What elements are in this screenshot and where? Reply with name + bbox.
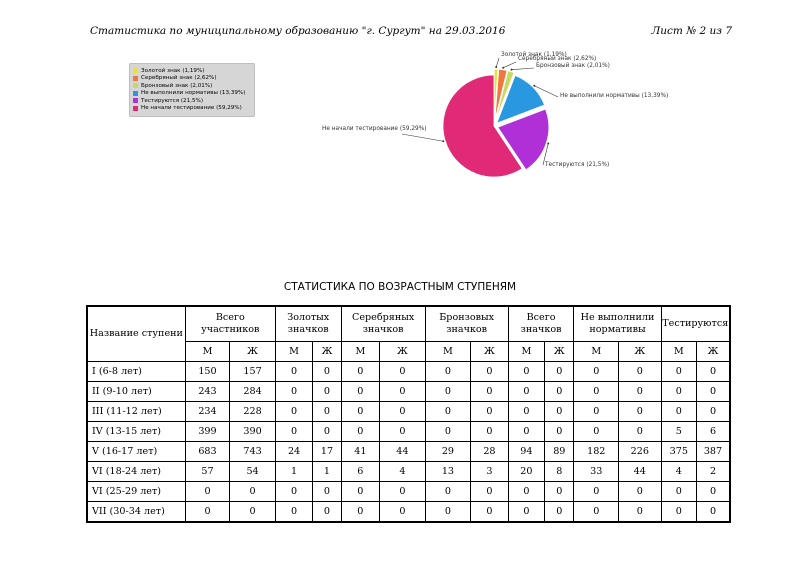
pie-leader-line (402, 134, 443, 141)
page-number: Лист № 2 из 7 (651, 25, 732, 37)
table-cell: 683 (185, 442, 230, 462)
table-cell: 17 (313, 442, 341, 462)
table-cell: 0 (341, 402, 379, 422)
table-row (87, 462, 730, 482)
table-cell: 54 (230, 462, 276, 482)
subheader-female: Ж (619, 342, 662, 362)
table-cell: 0 (545, 502, 574, 523)
table-cell: 0 (508, 362, 544, 382)
table-cell: 24 (275, 442, 312, 462)
table-cell: 0 (619, 422, 662, 442)
table-row (87, 402, 730, 422)
pie-leader-line (496, 58, 499, 67)
column-group-header: Тестируются (661, 306, 730, 342)
table-cell: 0 (425, 482, 471, 502)
table-cell: 29 (425, 442, 471, 462)
pie-leader-dot (533, 85, 535, 87)
pie-leader-dot (511, 69, 513, 71)
table-cell: 743 (230, 442, 276, 462)
table-cell: 0 (425, 362, 471, 382)
table-cell: 0 (275, 502, 312, 523)
subheader-female: Ж (471, 342, 508, 362)
table-cell: 44 (380, 442, 426, 462)
table-cell: 0 (471, 482, 508, 502)
legend-label: Не начали тестирование (59,29%) (141, 105, 242, 112)
table-cell: 0 (313, 482, 341, 502)
table-cell: 0 (696, 502, 730, 523)
table-cell: 0 (619, 482, 662, 502)
table-cell: 0 (545, 482, 574, 502)
table-cell: 0 (313, 402, 341, 422)
row-stage-name: V (16-17 лет) (87, 442, 185, 462)
table-cell: 0 (574, 502, 619, 523)
table-cell: 6 (696, 422, 730, 442)
table-cell: 0 (275, 382, 312, 402)
table-cell: 0 (341, 502, 379, 523)
table-row (87, 502, 730, 523)
table-cell: 0 (661, 482, 696, 502)
row-stage-name: VII (30-34 лет) (87, 502, 185, 523)
table-cell: 0 (574, 422, 619, 442)
subheader-male: М (425, 342, 471, 362)
pie-leader-dot (442, 140, 444, 142)
table-cell: 0 (661, 502, 696, 523)
table-cell: 399 (185, 422, 230, 442)
table-cell: 4 (661, 462, 696, 482)
table-cell: 8 (545, 462, 574, 482)
pie-slice-label: Тестируются (21,5%) (545, 162, 610, 168)
table-cell: 0 (380, 362, 426, 382)
table-cell: 0 (471, 362, 508, 382)
table-cell: 0 (313, 502, 341, 523)
subheader-female: Ж (380, 342, 426, 362)
table-cell: 0 (661, 362, 696, 382)
table-cell: 234 (185, 402, 230, 422)
pie-leader-dot (495, 66, 497, 68)
column-group-header: Всего значков (508, 306, 574, 342)
table-cell: 0 (425, 402, 471, 422)
subheader-female: Ж (230, 342, 276, 362)
table-cell: 0 (661, 382, 696, 402)
table-cell: 0 (619, 502, 662, 523)
table-cell: 0 (230, 502, 276, 523)
table-row (87, 422, 730, 442)
table-title: СТАТИСТИКА ПО ВОЗРАСТНЫМ СТУПЕНЯМ (283, 281, 517, 293)
table-cell: 0 (341, 382, 379, 402)
table-cell: 0 (508, 402, 544, 422)
table-cell: 0 (275, 482, 312, 502)
subheader-female: Ж (313, 342, 341, 362)
table-row (87, 442, 730, 462)
table-cell: 0 (313, 422, 341, 442)
table-cell: 2 (696, 462, 730, 482)
subheader-female: Ж (696, 342, 730, 362)
table-cell: 182 (574, 442, 619, 462)
table-cell: 0 (185, 482, 230, 502)
age-stage-statistics-table (86, 305, 731, 523)
table-cell: 0 (574, 402, 619, 422)
subheader-male: М (275, 342, 312, 362)
column-header-stage-name: Название ступени (87, 306, 185, 362)
pie-slice-label: Не выполнили нормативы (13,39%) (560, 93, 669, 99)
legend-label: Бронзовый знак (2,01%) (141, 82, 213, 89)
table-cell: 0 (341, 482, 379, 502)
legend-label: Серебряный знак (2,62%) (141, 75, 217, 82)
table-cell: 0 (341, 422, 379, 442)
table-cell: 375 (661, 442, 696, 462)
table-cell: 1 (275, 462, 312, 482)
table-cell: 0 (696, 382, 730, 402)
pie-chart (0, 0, 800, 260)
pie-leader-line (503, 62, 516, 68)
row-stage-name: VI (25-29 лет) (87, 482, 185, 502)
legend-label: Не выполнили нормативы (13,39%) (141, 90, 246, 97)
table-cell: 94 (508, 442, 544, 462)
row-stage-name: VI (18-24 лет) (87, 462, 185, 482)
subheader-male: М (574, 342, 619, 362)
table-cell: 20 (508, 462, 544, 482)
table-cell: 0 (471, 422, 508, 442)
pie-leader-line (512, 68, 534, 70)
subheader-male: М (341, 342, 379, 362)
table-cell: 150 (185, 362, 230, 382)
table-row (87, 382, 730, 402)
column-group-header: Всего участников (185, 306, 275, 342)
table-cell: 390 (230, 422, 276, 442)
legend-label: Тестируются (21,5%) (141, 97, 204, 104)
table-cell: 0 (574, 482, 619, 502)
table-cell: 44 (619, 462, 662, 482)
table-cell: 0 (471, 402, 508, 422)
column-group-header: Золотых значков (275, 306, 341, 342)
subheader-female: Ж (545, 342, 574, 362)
table-cell: 0 (508, 502, 544, 523)
table-cell: 0 (508, 422, 544, 442)
table-cell: 28 (471, 442, 508, 462)
table-cell: 0 (275, 402, 312, 422)
table-cell: 0 (545, 362, 574, 382)
table-row (87, 482, 730, 502)
table-cell: 0 (230, 482, 276, 502)
table-cell: 0 (545, 422, 574, 442)
column-group-header: Бронзовых значков (425, 306, 508, 342)
subheader-male: М (508, 342, 544, 362)
page-header-title: Статистика по муниципальному образованию "г. Сургут" на 29.03.2016 (90, 25, 506, 37)
column-group-header: Не выполнили нормативы (574, 306, 661, 342)
table-cell: 226 (619, 442, 662, 462)
table-cell: 0 (574, 382, 619, 402)
table-cell: 0 (380, 502, 426, 523)
pie-slice-label: Не начали тестирование (59,29%) (322, 126, 427, 132)
table-cell: 0 (696, 402, 730, 422)
row-stage-name: II (9-10 лет) (87, 382, 185, 402)
table-cell: 0 (425, 422, 471, 442)
table-cell: 0 (508, 482, 544, 502)
table-cell: 0 (661, 402, 696, 422)
column-group-header: Серебряных значков (341, 306, 425, 342)
subheader-male: М (185, 342, 230, 362)
table-cell: 0 (471, 502, 508, 523)
table-cell: 0 (574, 362, 619, 382)
table-cell: 1 (313, 462, 341, 482)
table-cell: 0 (619, 362, 662, 382)
table-cell: 0 (380, 482, 426, 502)
table-cell: 33 (574, 462, 619, 482)
row-stage-name: III (11-12 лет) (87, 402, 185, 422)
table-cell: 4 (380, 462, 426, 482)
table-cell: 284 (230, 382, 276, 402)
table-cell: 57 (185, 462, 230, 482)
table-cell: 0 (619, 402, 662, 422)
table-cell: 3 (471, 462, 508, 482)
table-cell: 0 (619, 382, 662, 402)
subheader-male: М (661, 342, 696, 362)
table-cell: 13 (425, 462, 471, 482)
table-cell: 0 (313, 382, 341, 402)
table-cell: 0 (545, 382, 574, 402)
table-cell: 0 (425, 502, 471, 523)
table-row (87, 362, 730, 382)
row-stage-name: I (6-8 лет) (87, 362, 185, 382)
table-cell: 41 (341, 442, 379, 462)
table-cell: 0 (185, 502, 230, 523)
table-cell: 0 (313, 362, 341, 382)
table-cell: 0 (275, 422, 312, 442)
table-cell: 5 (661, 422, 696, 442)
table-cell: 387 (696, 442, 730, 462)
pie-leader-dot (547, 142, 549, 144)
table-cell: 0 (545, 402, 574, 422)
table-cell: 243 (185, 382, 230, 402)
pie-slice-label: Золотой знак (1,19%) (501, 52, 567, 58)
table-cell: 157 (230, 362, 276, 382)
row-stage-name: IV (13-15 лет) (87, 422, 185, 442)
legend-label: Золотой знак (1,19%) (141, 67, 205, 74)
table-cell: 0 (275, 362, 312, 382)
pie-slice-label: Серебряный знак (2,62%) (518, 56, 597, 62)
pie-leader-dot (502, 67, 504, 69)
table-cell: 6 (341, 462, 379, 482)
table-cell: 0 (341, 362, 379, 382)
table-cell: 0 (380, 422, 426, 442)
table-cell: 0 (696, 362, 730, 382)
table-cell: 0 (471, 382, 508, 402)
table-cell: 0 (380, 382, 426, 402)
pie-slice-label: Бронзовый знак (2,01%) (536, 63, 610, 69)
table-cell: 0 (508, 382, 544, 402)
table-cell: 0 (425, 382, 471, 402)
table-cell: 228 (230, 402, 276, 422)
table-cell: 0 (696, 482, 730, 502)
table-cell: 89 (545, 442, 574, 462)
table-cell: 0 (380, 402, 426, 422)
